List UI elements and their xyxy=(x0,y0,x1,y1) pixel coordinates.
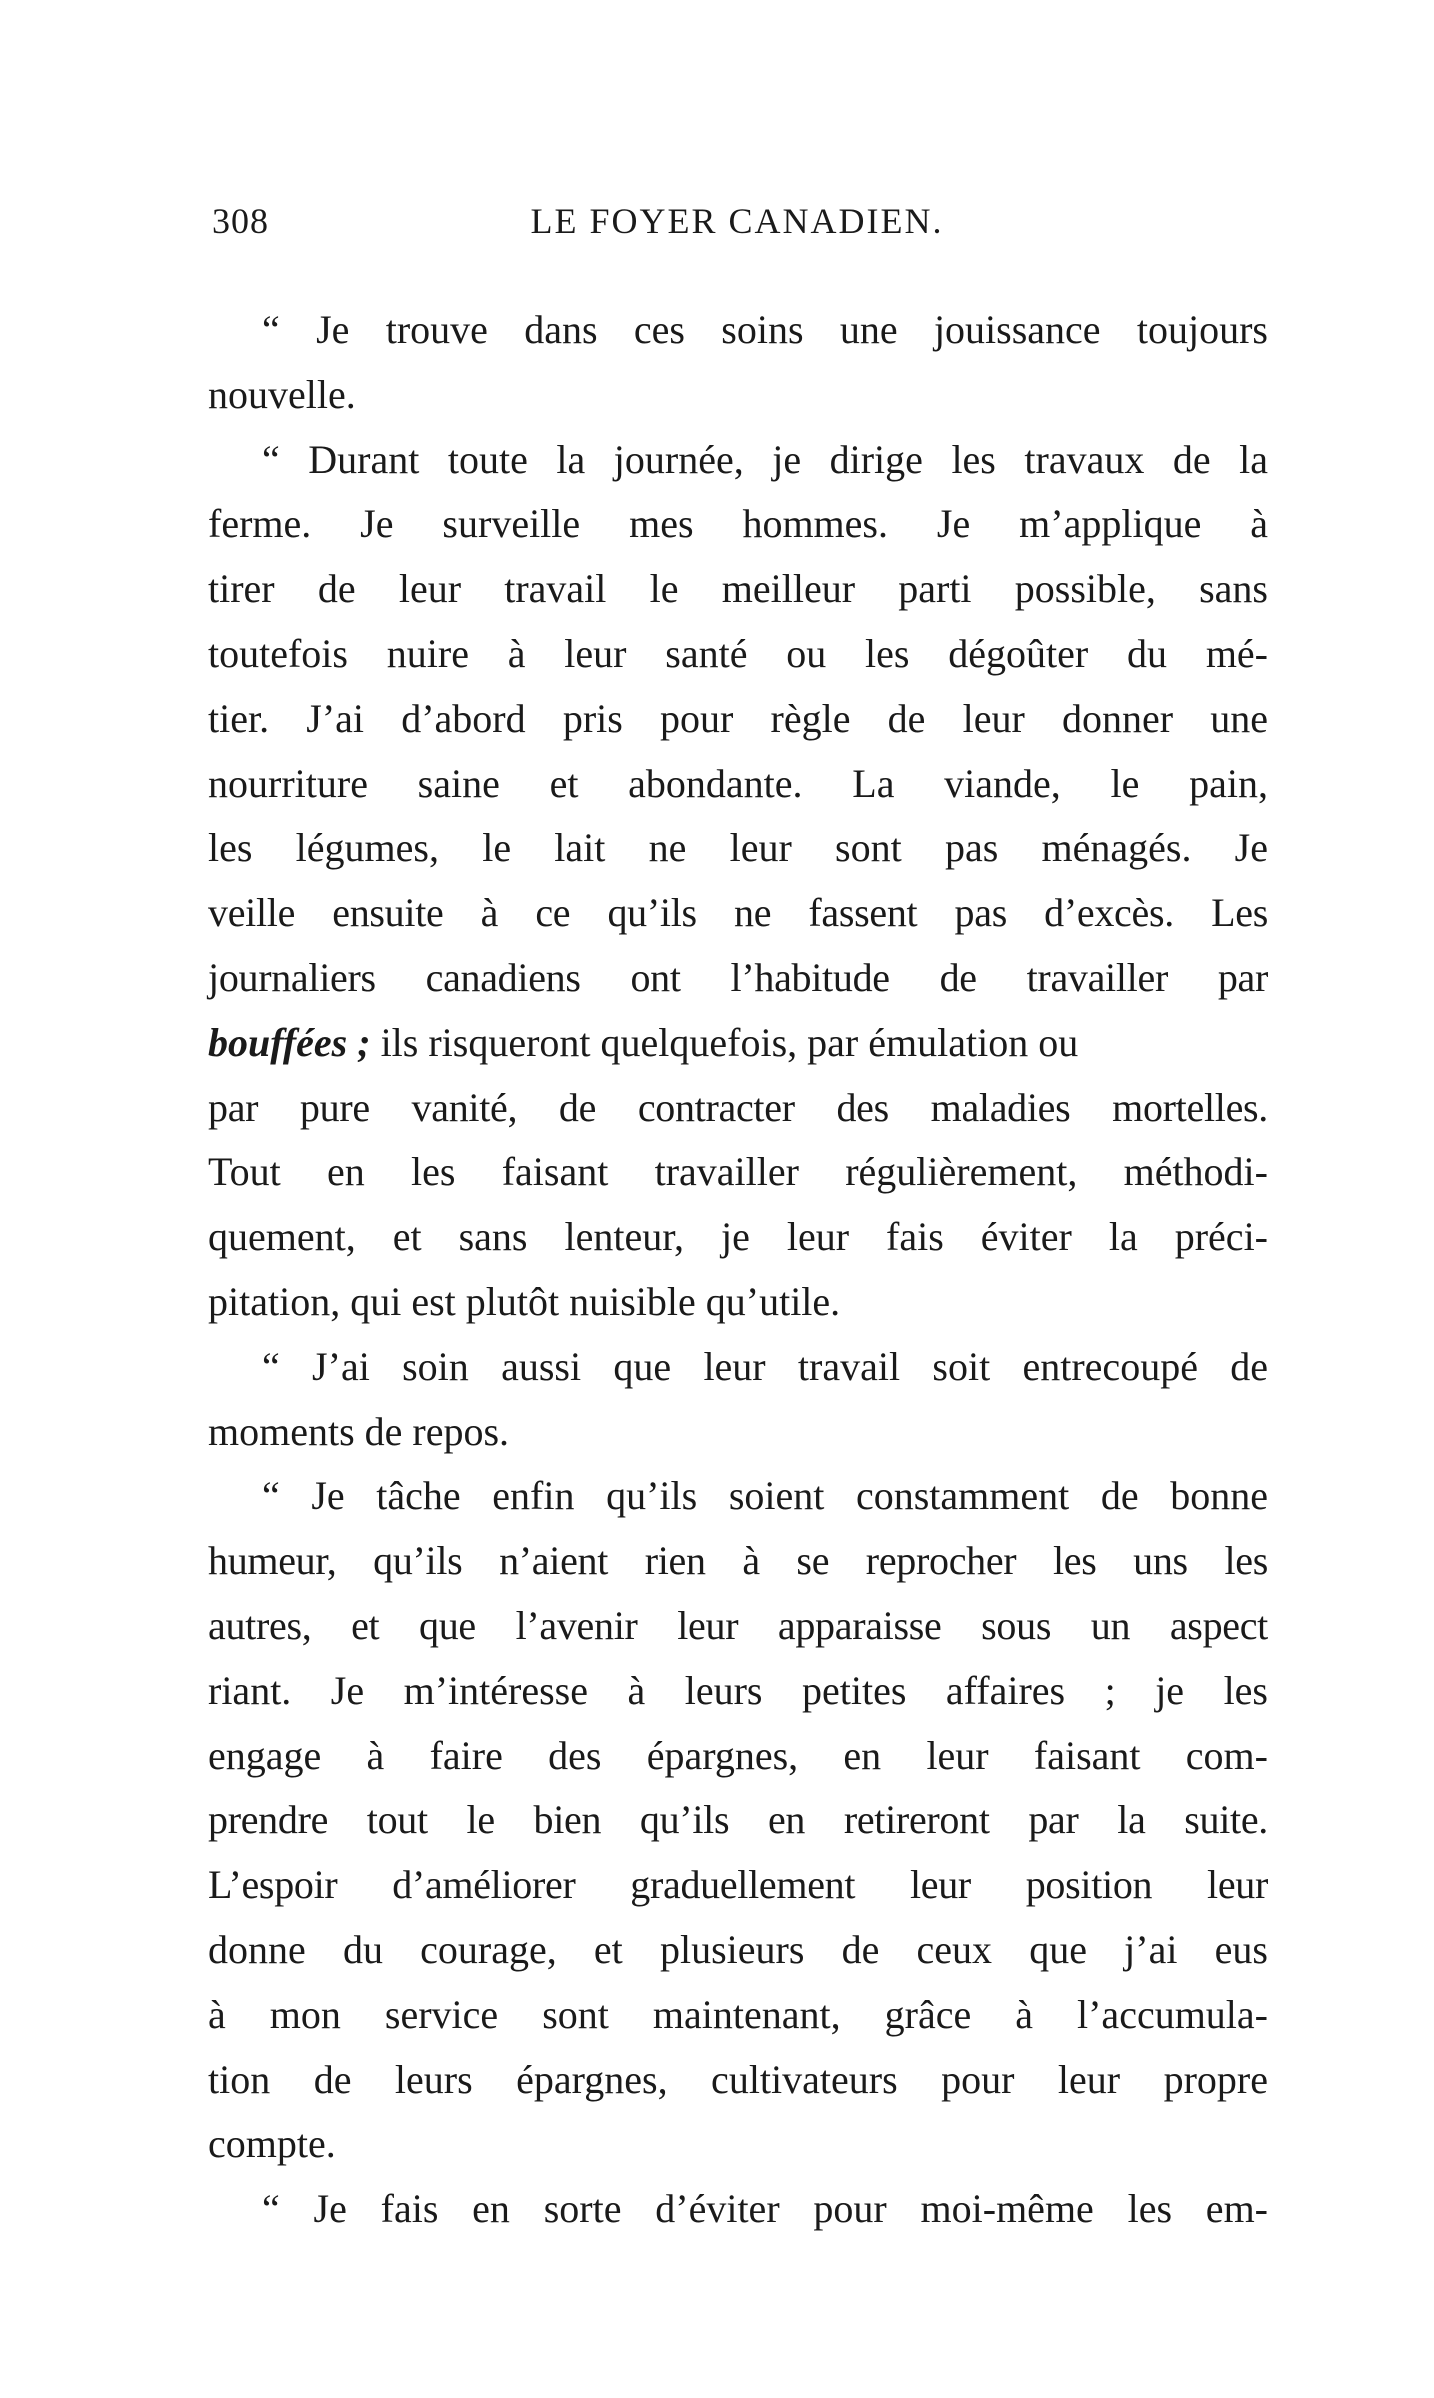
text-line: tirer de leur travail le meilleur parti possible, sans xyxy=(208,566,1268,612)
body-text xyxy=(208,298,1268,2242)
running-head xyxy=(212,200,1262,250)
text-line-rest: ils risqueront quelquefois, par émulation ou xyxy=(370,1019,1079,1065)
text-line: ferme. Je surveille mes hommes. Je m’applique à xyxy=(208,501,1268,547)
text-line: Tout en les faisant travailler régulièrement, méthodi- xyxy=(208,1149,1268,1195)
text-line: quement, et sans lenteur, je leur fais éviter la préci- xyxy=(208,1214,1268,1260)
text-line: humeur, qu’ils n’aient rien à se reprocher les uns les xyxy=(208,1538,1268,1584)
text-line: “ J’ai soin aussi que leur travail soit entrecoupé de xyxy=(262,1343,1268,1389)
text-line: nouvelle. xyxy=(208,371,356,417)
running-title: LE FOYER CANADIEN. xyxy=(530,201,944,241)
text-line: les légumes, le lait ne leur sont pas ménagés. Je xyxy=(208,825,1268,871)
text-line: riant. Je m’intéresse à leurs petites affaires ; je les xyxy=(208,1667,1268,1713)
text-line: tion de leurs épargnes, cultivateurs pour leur propre xyxy=(208,2056,1268,2102)
text-line: toutefois nuire à leur santé ou les dégoûter du mé- xyxy=(208,630,1268,676)
text-line xyxy=(208,1011,1268,1076)
text-line: “ Je tâche enfin qu’ils soient constamment de bonne xyxy=(262,1473,1268,1519)
text-line: “ Je trouve dans ces soins une jouissance toujours xyxy=(262,307,1268,352)
text-line: tier. J’ai d’abord pris pour règle de leur donner une xyxy=(208,695,1268,741)
text-line: à mon service sont maintenant, grâce à l’accumula- xyxy=(208,1991,1268,2037)
text-line: nourriture saine et abondante. La viande, le pain, xyxy=(208,760,1268,806)
text-line: veille ensuite à ce qu’ils ne fassent pas d’excès. Les xyxy=(208,890,1268,936)
text-line: “ Je fais en sorte d’éviter pour moi-même les em- xyxy=(262,2186,1268,2232)
italic-word: bouffées ; xyxy=(208,1019,371,1065)
text-line: prendre tout le bien qu’ils en retireront par la suite. xyxy=(208,1797,1268,1843)
text-line: moments de repos. xyxy=(208,1408,510,1454)
page-number: 308 xyxy=(212,201,269,241)
text-line: journaliers canadiens ont l’habitude de travailler par xyxy=(208,954,1268,1000)
text-line: engage à faire des épargnes, en leur faisant com- xyxy=(208,1732,1268,1778)
text-line: autres, et que l’avenir leur apparaisse sous un aspect xyxy=(208,1602,1268,1648)
text-line: par pure vanité, de contracter des maladies mortelles. xyxy=(208,1084,1268,1130)
text-line: L’espoir d’améliorer graduellement leur position leur xyxy=(208,1862,1268,1908)
text-line: “ Durant toute la journée, je dirige les travaux de la xyxy=(262,436,1268,482)
text-line: donne du courage, et plusieurs de ceux que j’ai eus xyxy=(208,1926,1268,1972)
text-line: compte. xyxy=(208,2121,336,2167)
text-line: pitation, qui est plutôt nuisible qu’utile. xyxy=(208,1278,841,1324)
